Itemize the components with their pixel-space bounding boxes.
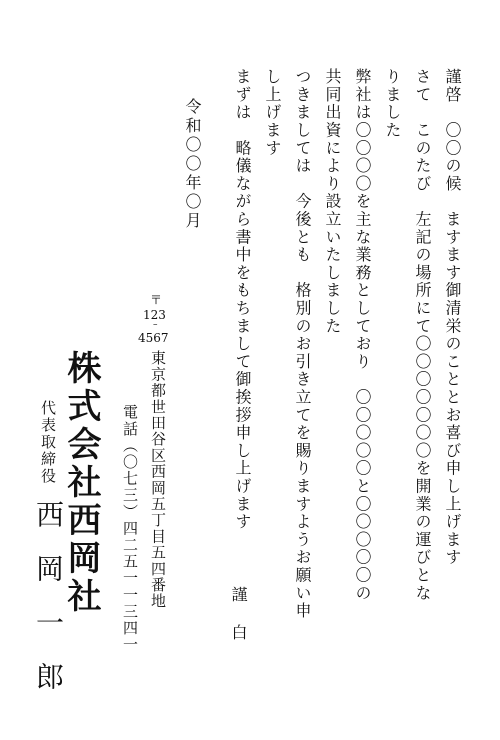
- closing-kin: 謹: [229, 586, 248, 604]
- letter-line-4: 弊社は〇〇〇〇を主な業務としており 〇〇〇〇〇と〇〇〇〇〇の: [353, 68, 372, 602]
- letter-line-3: りました: [383, 68, 402, 140]
- postal-code-first: 123: [143, 308, 166, 322]
- phone-number: 電話（〇七三）四二五一一三四一: [121, 404, 139, 653]
- postal-mark: 〒: [150, 293, 163, 307]
- closing-haku: 白: [229, 624, 248, 642]
- letter-date: 令和〇〇年〇月: [183, 98, 202, 231]
- letter-line-1: 謹啓 〇〇の候 ますます御清栄のこととお喜び申し上げます: [443, 68, 462, 567]
- letter-line-5: 共同出資により設立いたしました: [323, 68, 342, 335]
- street-address: 東京都世田谷区西岡五丁目五四番地: [149, 350, 167, 610]
- representative-title: 代表取締役: [39, 400, 57, 485]
- postal-code-second: 4567: [138, 331, 169, 345]
- company-name: 株式会社西岡社: [61, 350, 101, 616]
- postal-dash: –: [153, 320, 158, 330]
- letter-line-7: し上げます: [263, 68, 282, 157]
- representative-name: 西岡一郎: [32, 500, 65, 716]
- letter-line-6: つきましては 今後とも 格別のお引き立てを賜りますようお願い申: [293, 68, 312, 620]
- letter-line-2: さて このたび 左記の場所にて〇〇〇〇〇〇〇を開業の運びとな: [413, 68, 432, 602]
- letter-line-8: まずは 略儀ながら書中をもちまして御挨拶申し上げます: [233, 68, 252, 531]
